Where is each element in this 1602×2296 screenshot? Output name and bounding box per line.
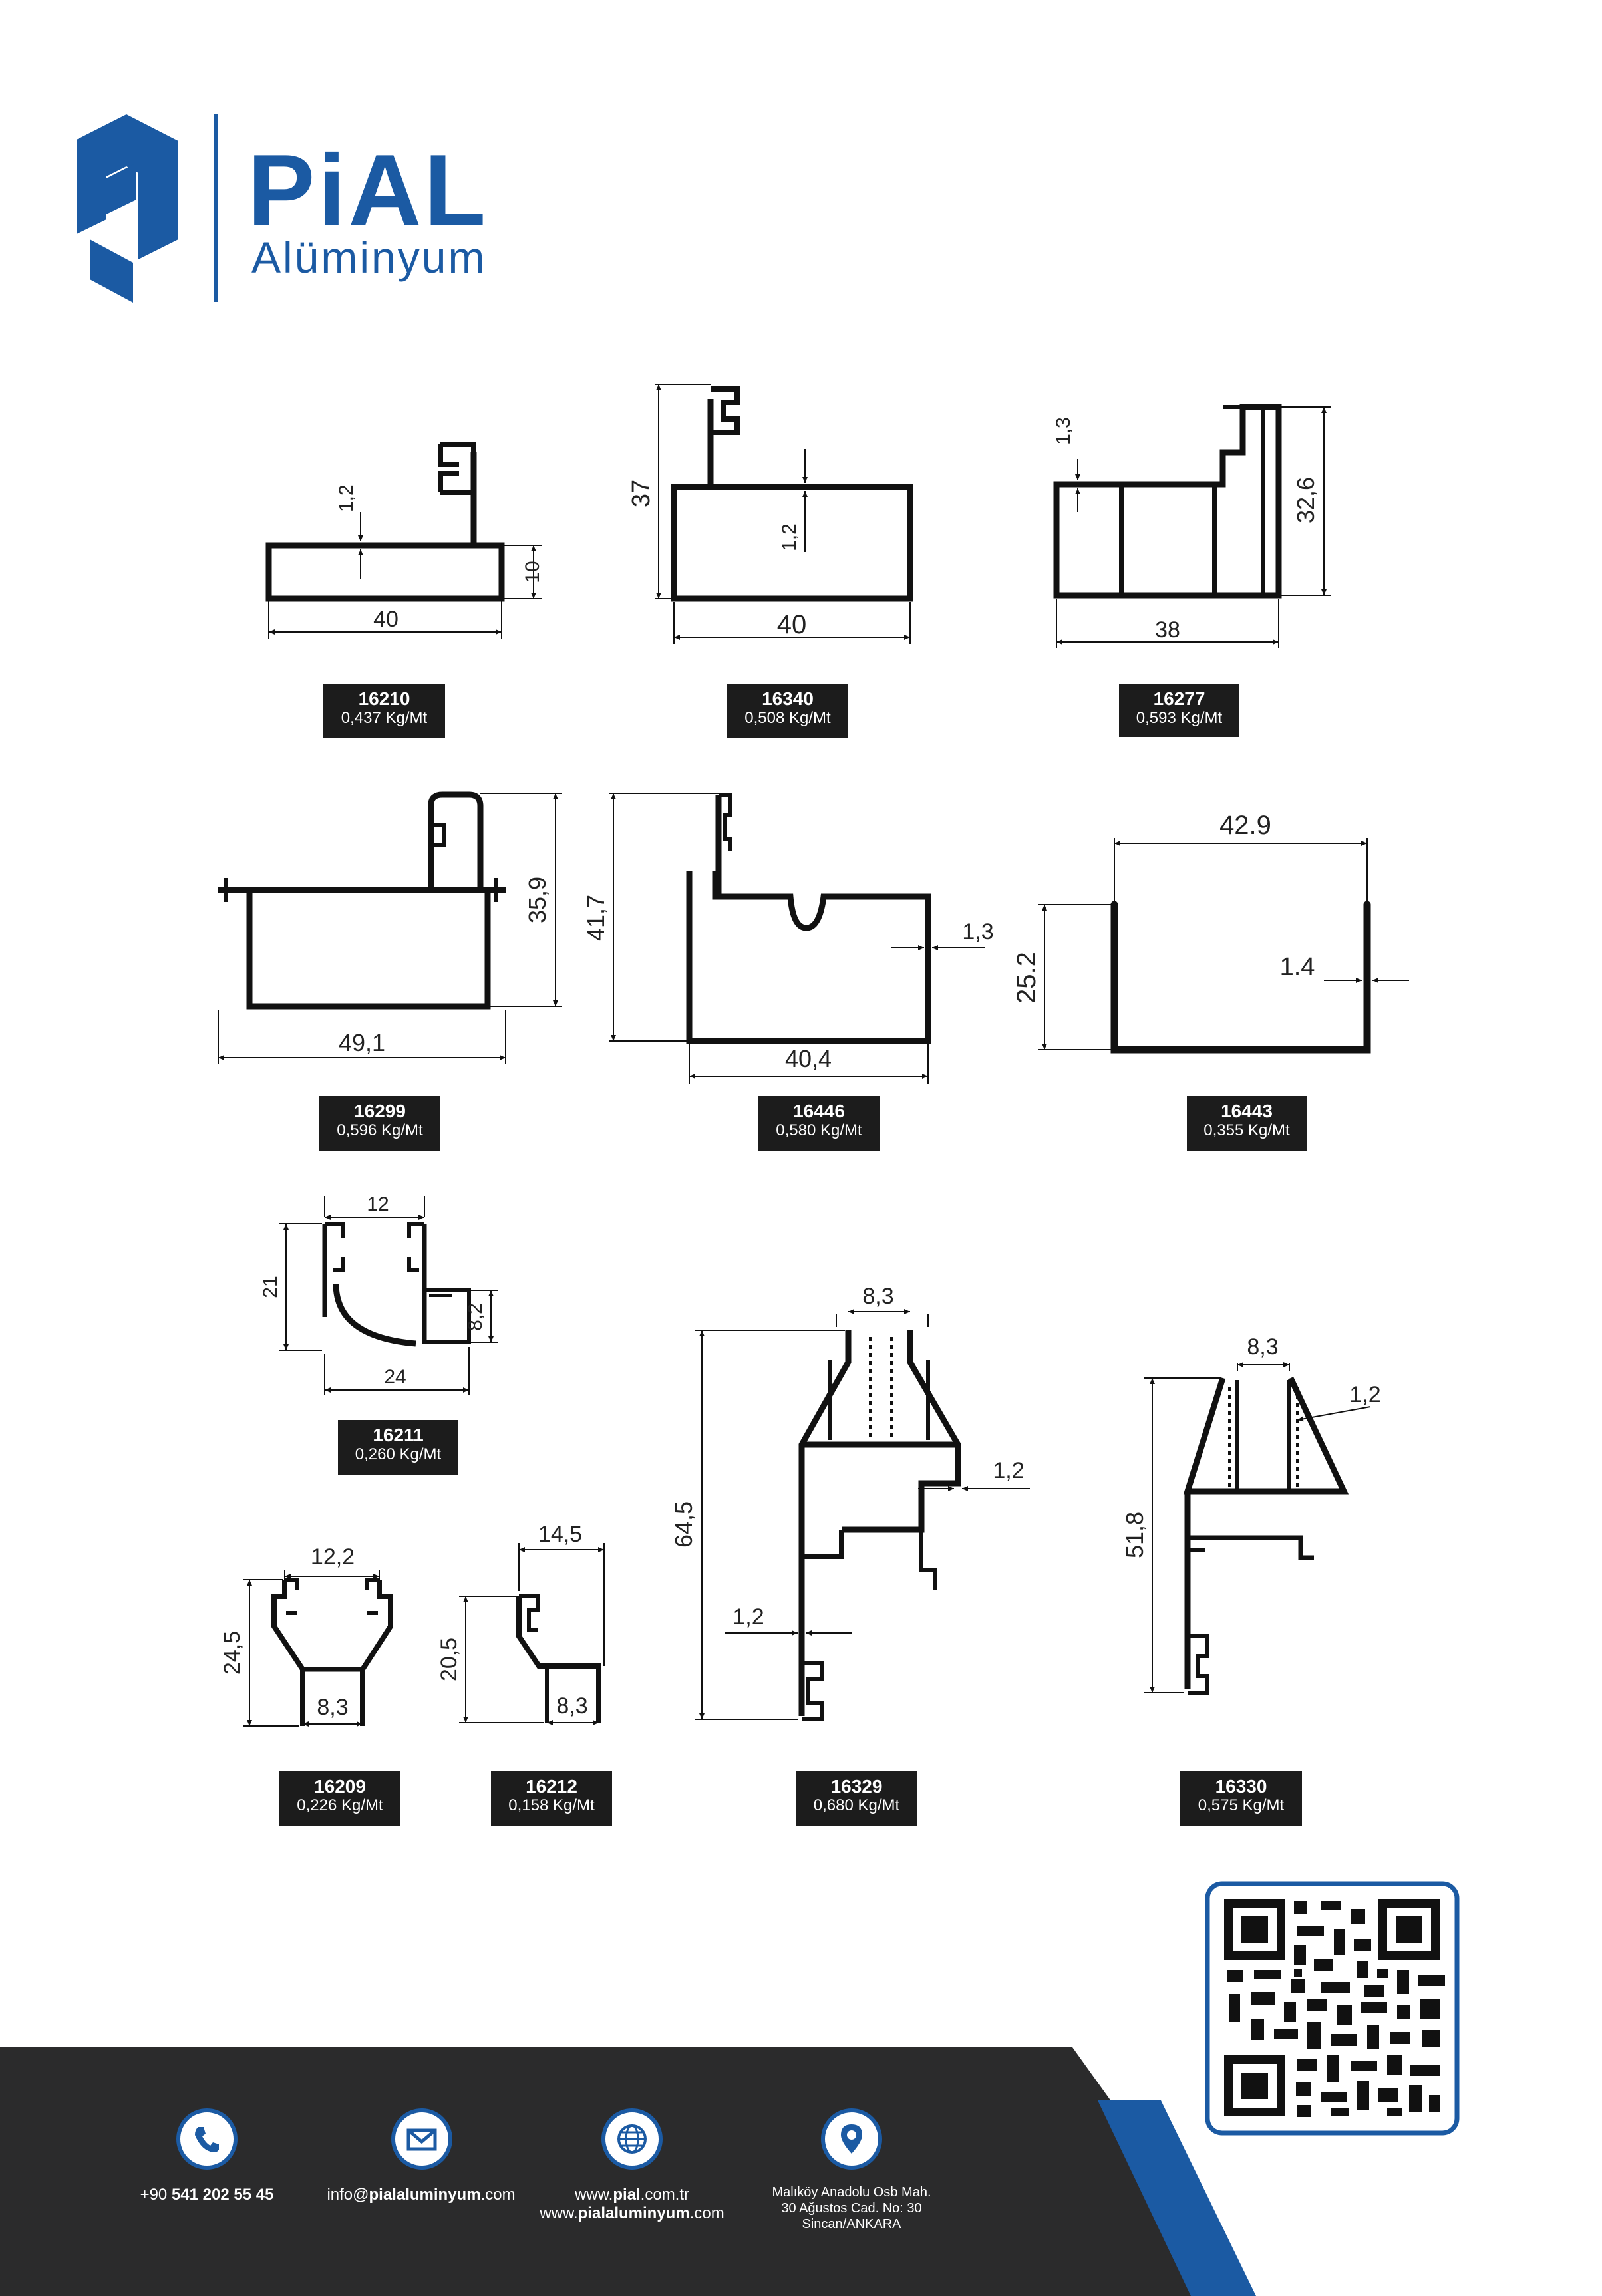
profile-weight: 0,593 Kg/Mt bbox=[1136, 709, 1223, 727]
web2-name: pialaluminyum bbox=[577, 2204, 690, 2222]
profile-label-16211 bbox=[338, 1420, 458, 1475]
dim-16340-1: 37 bbox=[627, 479, 655, 508]
profile-code: 16277 bbox=[1153, 688, 1205, 709]
profile-weight: 0,580 Kg/Mt bbox=[776, 1121, 862, 1139]
profile-weight: 0,596 Kg/Mt bbox=[337, 1121, 423, 1139]
dim-16446-3: 40,4 bbox=[784, 1045, 832, 1072]
dim-16329-4: 1,2 bbox=[732, 1604, 764, 1630]
dim-16277-1: 1,3 bbox=[1052, 417, 1074, 445]
profile-16329-drawing bbox=[695, 1312, 1030, 1719]
profile-code: 16446 bbox=[793, 1101, 845, 1121]
profile-code: 16443 bbox=[1221, 1101, 1273, 1121]
email-tld: .com bbox=[480, 2186, 516, 2204]
dim-16340-2: 1,2 bbox=[778, 523, 800, 551]
web1-name: pial bbox=[613, 2186, 641, 2204]
profile-label-16340 bbox=[727, 684, 848, 738]
profile-weight: 0,355 Kg/Mt bbox=[1203, 1121, 1290, 1139]
mail-icon bbox=[391, 2108, 452, 2170]
profile-16443-drawing bbox=[1038, 838, 1409, 1050]
footer-address bbox=[752, 2184, 951, 2232]
dim-16446-1: 41,7 bbox=[582, 894, 609, 942]
dim-16210-2: 10 bbox=[522, 561, 544, 583]
web2-tld: .com bbox=[689, 2204, 724, 2222]
profile-label-16330 bbox=[1180, 1771, 1302, 1826]
profile-weight: 0,508 Kg/Mt bbox=[744, 709, 831, 727]
dim-16299-2: 49,1 bbox=[338, 1029, 386, 1056]
web1-prefix: www. bbox=[574, 2186, 613, 2204]
dim-16299-1: 35,9 bbox=[524, 876, 551, 924]
profile-weight: 0,437 Kg/Mt bbox=[341, 709, 428, 727]
profile-16340-drawing bbox=[655, 384, 910, 644]
dim-16209-3: 8,3 bbox=[317, 1695, 349, 1720]
website-2[interactable] bbox=[532, 2204, 732, 2223]
website-1[interactable] bbox=[532, 2186, 732, 2204]
profile-16277-drawing bbox=[1056, 407, 1331, 648]
dim-16211-1: 12 bbox=[367, 1193, 389, 1215]
profile-weight: 0,226 Kg/Mt bbox=[297, 1796, 383, 1814]
dim-16277-2: 32,6 bbox=[1292, 476, 1319, 524]
profile-label-16210 bbox=[323, 684, 445, 738]
dim-16329-1: 8,3 bbox=[862, 1284, 894, 1309]
dim-16211-2: 21 bbox=[259, 1276, 281, 1298]
profile-code: 16211 bbox=[373, 1425, 424, 1445]
dim-16209-2: 24,5 bbox=[220, 1630, 245, 1675]
profile-label-16446 bbox=[758, 1096, 880, 1151]
dim-16212-2: 20,5 bbox=[436, 1637, 462, 1682]
profile-code: 16210 bbox=[358, 688, 410, 709]
profile-weight: 0,260 Kg/Mt bbox=[355, 1445, 442, 1463]
profile-label-16299 bbox=[319, 1096, 440, 1151]
dim-16330-1: 8,3 bbox=[1247, 1334, 1279, 1360]
location-pin-icon bbox=[821, 2108, 882, 2170]
dim-16211-3: 8,2 bbox=[464, 1303, 486, 1331]
phone-prefix: +90 bbox=[140, 2186, 168, 2204]
profile-code: 16330 bbox=[1215, 1776, 1267, 1796]
address-line-1: Malıköy Anadolu Osb Mah. bbox=[772, 2185, 931, 2200]
brand-name: PiAL bbox=[247, 134, 489, 247]
email-domain: pialaluminyum bbox=[369, 2186, 481, 2204]
brand-subtitle: Alüminyum bbox=[251, 233, 487, 282]
dim-16443-1: 42.9 bbox=[1219, 811, 1271, 840]
globe-icon bbox=[601, 2108, 663, 2170]
dim-16340-3: 40 bbox=[776, 610, 807, 639]
pial-logo bbox=[77, 114, 488, 303]
footer-phone[interactable] bbox=[130, 2186, 283, 2204]
profile-code: 16212 bbox=[526, 1776, 577, 1796]
footer-band bbox=[0, 2047, 1602, 2296]
profile-16210-drawing bbox=[269, 444, 542, 639]
dim-16209-1: 12,2 bbox=[310, 1544, 355, 1570]
dim-16329-2: 1,2 bbox=[993, 1458, 1025, 1483]
footer-email[interactable] bbox=[325, 2186, 518, 2204]
phone-number: 541 202 55 45 bbox=[171, 2186, 274, 2204]
phone-icon bbox=[176, 2108, 238, 2170]
dim-16277-3: 38 bbox=[1155, 617, 1180, 643]
dim-16330-2: 1,2 bbox=[1349, 1382, 1381, 1407]
profile-label-16443 bbox=[1187, 1096, 1307, 1151]
dim-16443-2: 1.4 bbox=[1279, 953, 1315, 981]
email-user: info@ bbox=[327, 2186, 369, 2204]
profile-weight: 0,575 Kg/Mt bbox=[1198, 1796, 1285, 1814]
web1-tld: .com.tr bbox=[640, 2186, 690, 2204]
address-line-3: Sincan/ANKARA bbox=[802, 2217, 901, 2231]
profile-label-16277 bbox=[1119, 684, 1239, 737]
dim-16446-2: 1,3 bbox=[962, 919, 994, 944]
dim-16443-3: 25.2 bbox=[1012, 952, 1041, 1004]
profile-code: 16299 bbox=[354, 1101, 406, 1121]
profile-code: 16209 bbox=[314, 1776, 366, 1796]
profile-16330-drawing bbox=[1144, 1363, 1370, 1693]
dim-16211-4: 24 bbox=[384, 1366, 406, 1388]
profile-code: 16329 bbox=[830, 1776, 883, 1796]
dim-16212-1: 14,5 bbox=[538, 1522, 583, 1547]
profile-16299-drawing bbox=[218, 793, 562, 1064]
profile-weight: 0,158 Kg/Mt bbox=[508, 1796, 595, 1814]
web2-prefix: www. bbox=[540, 2204, 578, 2222]
dim-16329-3: 64,5 bbox=[670, 1501, 697, 1548]
profile-label-16209 bbox=[279, 1771, 400, 1826]
profile-weight: 0,680 Kg/Mt bbox=[813, 1796, 900, 1814]
dim-16210-1: 1,2 bbox=[335, 484, 357, 512]
profile-label-16212 bbox=[491, 1771, 612, 1826]
dim-16210-3: 40 bbox=[373, 607, 399, 632]
profile-16446-drawing bbox=[609, 793, 985, 1084]
footer-websites[interactable] bbox=[532, 2186, 732, 2223]
dim-16212-3: 8,3 bbox=[556, 1693, 588, 1719]
profile-label-16329 bbox=[796, 1771, 917, 1826]
address-line-2: 30 Ağustos Cad. No: 30 bbox=[781, 2201, 922, 2216]
dim-16330-3: 51,8 bbox=[1121, 1511, 1148, 1559]
profile-16211-drawing bbox=[279, 1196, 498, 1395]
logo-mark-icon bbox=[77, 114, 178, 303]
profile-code: 16340 bbox=[762, 688, 814, 709]
